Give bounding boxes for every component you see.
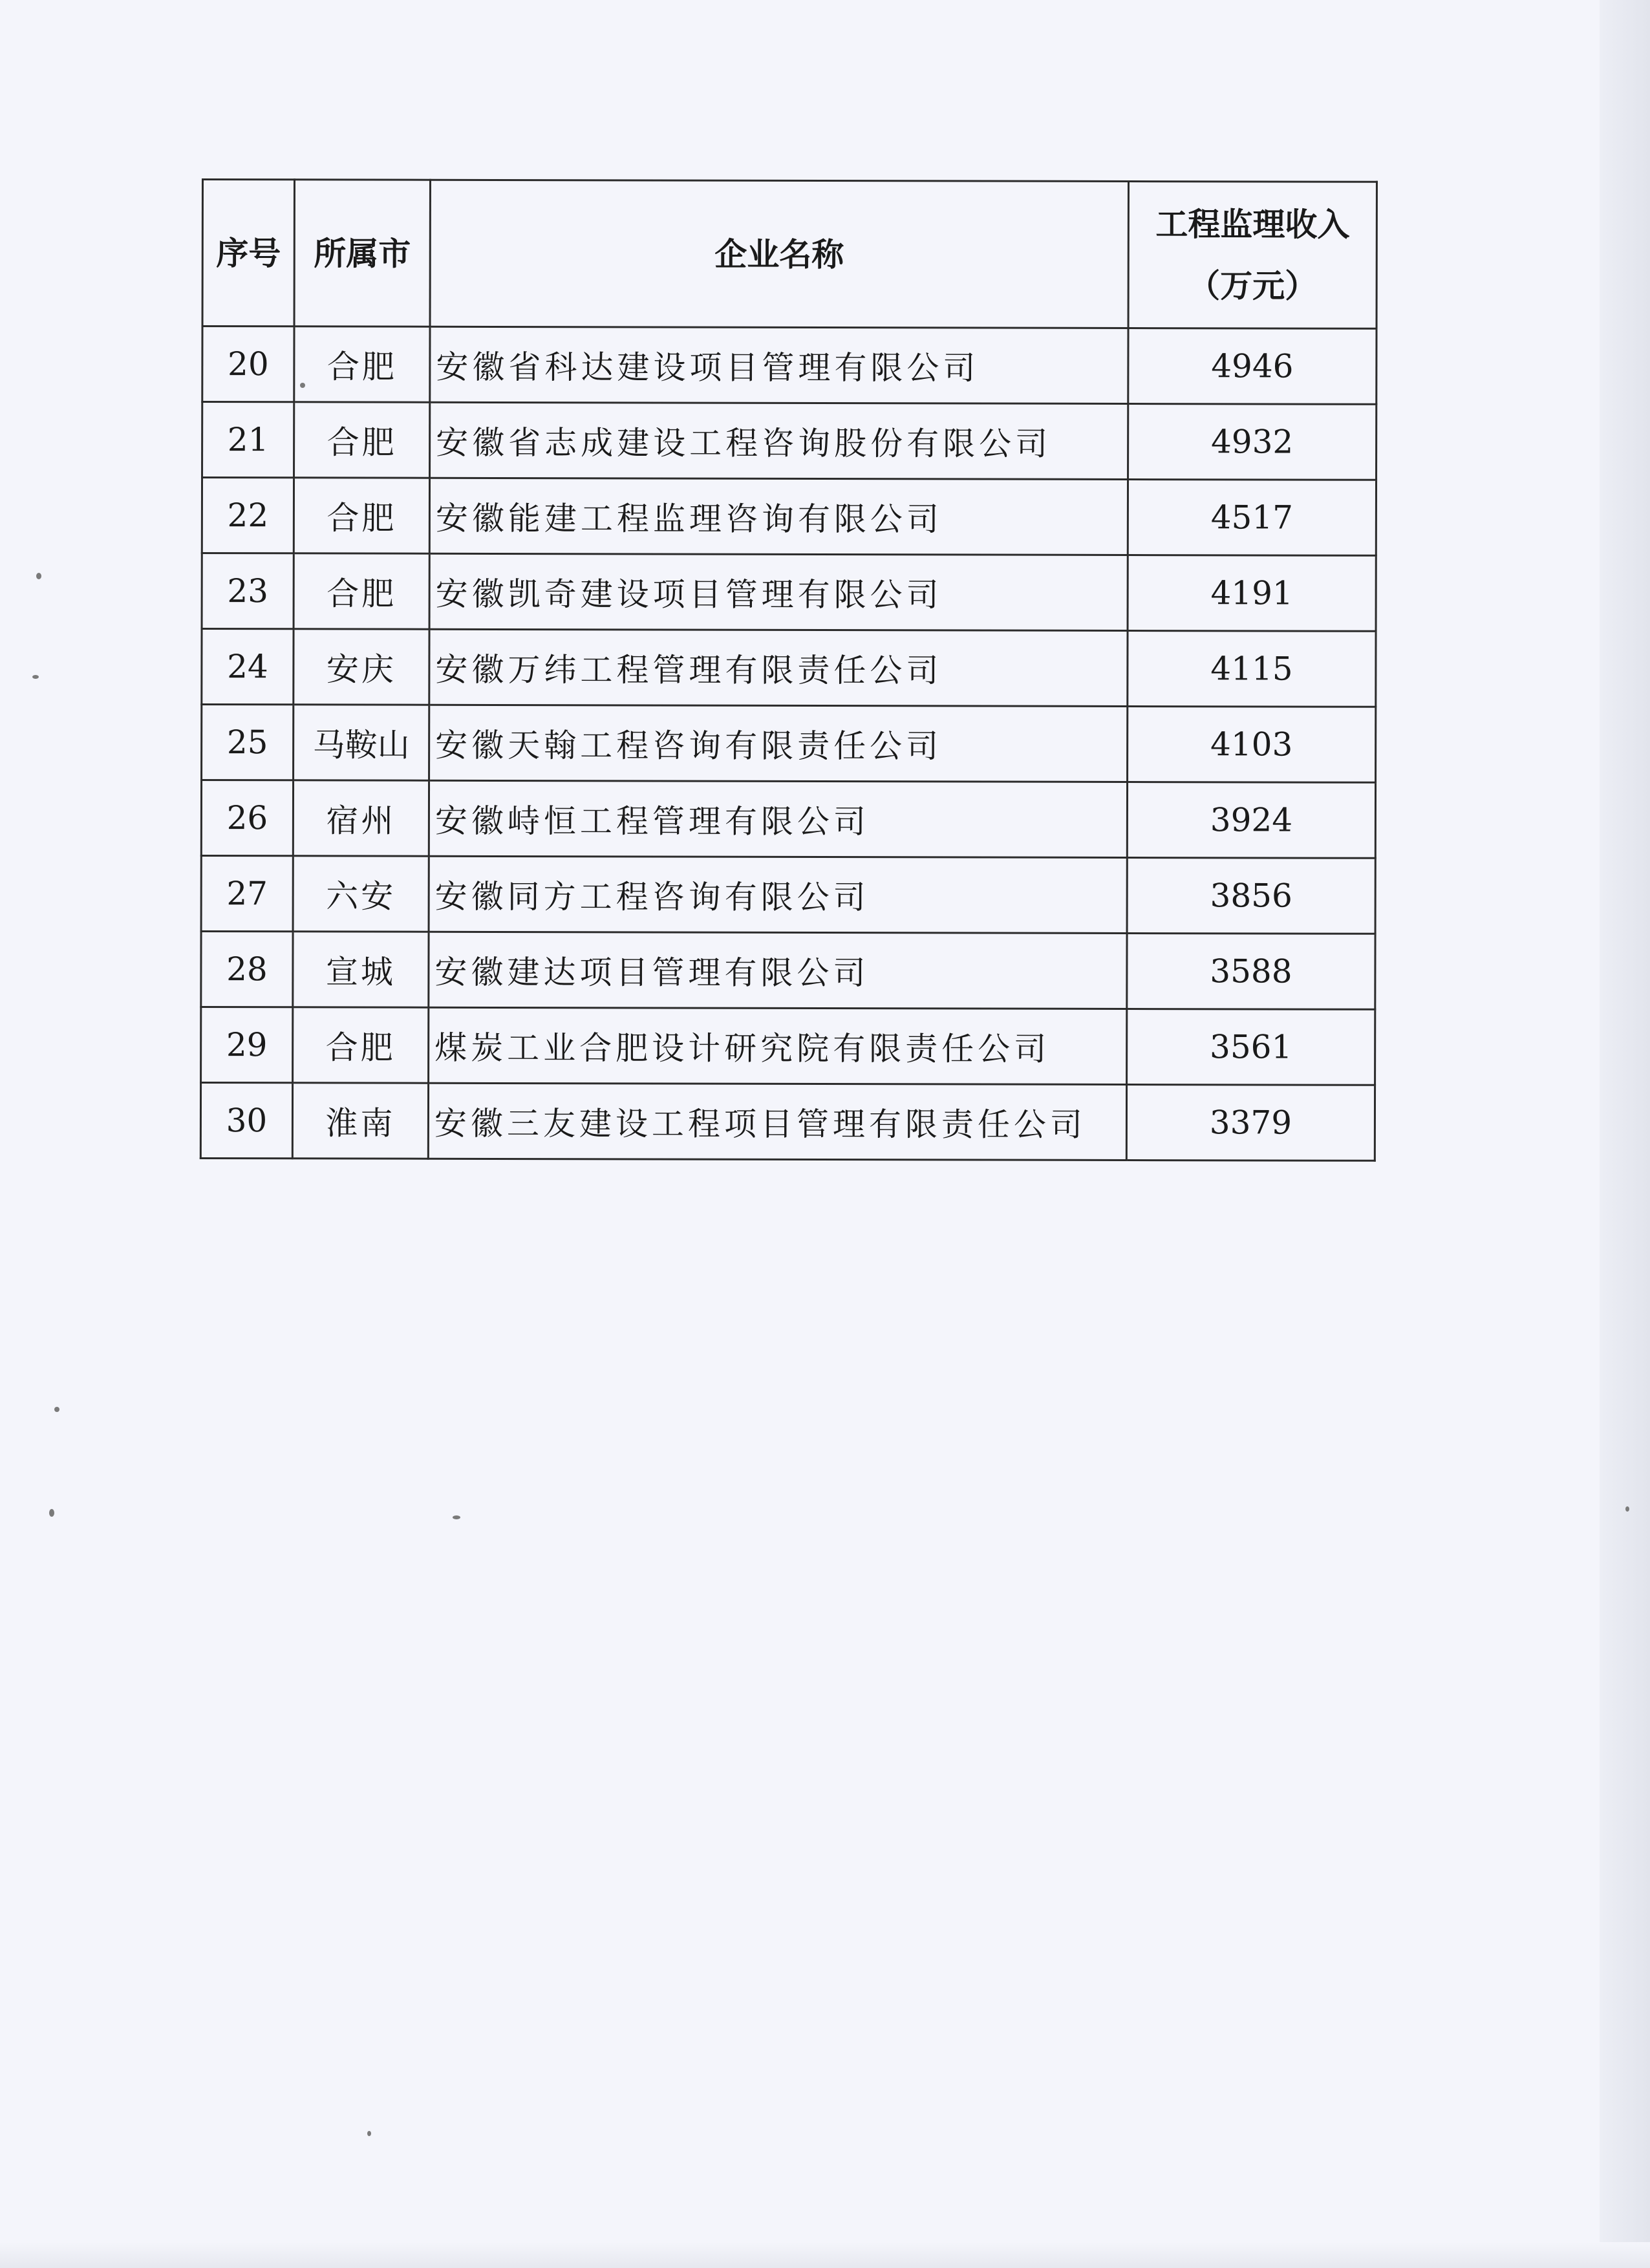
- row-revenue: 3379: [1126, 1084, 1375, 1161]
- row-revenue: 3924: [1127, 782, 1375, 859]
- table-row: [202, 705, 1376, 783]
- header-revenue-unit: （万元）: [1188, 266, 1318, 305]
- page-bottom-edge: [0, 2242, 1650, 2268]
- row-enterprise-name: 安徽建达项目管理有限公司: [429, 932, 1127, 1009]
- header-no: 序号: [202, 180, 294, 326]
- row-enterprise-name: 安徽能建工程监理咨询有限公司: [429, 478, 1128, 555]
- page-right-edge: [1600, 0, 1650, 2268]
- row-no: 30: [200, 1083, 292, 1159]
- header-name: 企业名称: [430, 180, 1128, 328]
- row-no: 22: [202, 478, 294, 553]
- row-no: 23: [202, 553, 294, 629]
- row-no: 29: [201, 1007, 293, 1083]
- row-no: 20: [202, 326, 294, 402]
- row-revenue: 3588: [1127, 933, 1375, 1009]
- scan-speck: [32, 675, 39, 679]
- scan-speck: [367, 2131, 371, 2136]
- scan-speck: [453, 1515, 460, 1519]
- row-city: 六安: [293, 856, 429, 932]
- scan-speck: [54, 1407, 59, 1412]
- row-city: 合肥: [294, 478, 429, 553]
- row-revenue: 4932: [1128, 404, 1377, 480]
- table-row: [200, 1083, 1375, 1161]
- enterprise-revenue-table: [200, 178, 1378, 1162]
- row-revenue: 3856: [1127, 858, 1375, 934]
- scan-speck: [1625, 1506, 1629, 1512]
- table-row: [201, 780, 1375, 859]
- row-no: 25: [202, 705, 294, 780]
- table-row: [202, 478, 1376, 556]
- row-city: 安庆: [294, 629, 429, 705]
- row-enterprise-name: 安徽凯奇建设项目管理有限公司: [429, 553, 1128, 630]
- row-no: 27: [201, 856, 293, 932]
- table-row: [201, 932, 1375, 1010]
- scan-speck: [36, 573, 41, 579]
- row-city: 合肥: [294, 326, 430, 402]
- row-enterprise-name: 安徽省科达建设项目管理有限公司: [430, 326, 1128, 403]
- row-enterprise-name: 安徽万纬工程管理有限责任公司: [429, 629, 1128, 706]
- row-enterprise-name: 安徽峙恒工程管理有限公司: [429, 780, 1127, 857]
- row-enterprise-name: 安徽省志成建设工程咨询股份有限公司: [430, 402, 1128, 479]
- row-revenue: 4115: [1128, 631, 1376, 707]
- table-row: [202, 553, 1376, 632]
- table-row: [202, 402, 1377, 480]
- table-row: [201, 1007, 1375, 1086]
- row-enterprise-name: 安徽天翰工程咨询有限责任公司: [429, 705, 1128, 782]
- row-enterprise-name: 煤炭工业合肥设计研究院有限责任公司: [429, 1007, 1127, 1084]
- header-revenue-label: 工程监理收入: [1155, 205, 1350, 244]
- row-no: 21: [202, 402, 294, 478]
- table-row: [202, 326, 1377, 405]
- row-city: 淮南: [292, 1083, 428, 1159]
- row-revenue: 3561: [1127, 1009, 1375, 1085]
- row-enterprise-name: 安徽三友建设工程项目管理有限责任公司: [428, 1083, 1126, 1160]
- row-city: 宿州: [293, 780, 429, 856]
- row-city: 马鞍山: [294, 705, 429, 780]
- row-city: 合肥: [294, 402, 430, 478]
- row-no: 28: [201, 932, 293, 1007]
- row-no: 24: [202, 629, 294, 705]
- header-revenue: [1128, 182, 1377, 329]
- table-row: [201, 856, 1375, 934]
- row-enterprise-name: 安徽同方工程咨询有限公司: [429, 856, 1127, 933]
- row-city: 合肥: [294, 553, 429, 629]
- table-header-row: [202, 180, 1377, 329]
- row-city: 宣城: [293, 932, 429, 1007]
- row-revenue: 4191: [1128, 555, 1376, 632]
- header-city: 所属市: [294, 180, 430, 326]
- table-row: [202, 629, 1376, 707]
- row-revenue: 4517: [1128, 480, 1376, 556]
- scan-speck: [49, 1509, 54, 1517]
- row-city: 合肥: [293, 1007, 429, 1083]
- row-revenue: 4946: [1128, 328, 1377, 405]
- row-no: 26: [201, 780, 293, 856]
- row-revenue: 4103: [1128, 707, 1376, 783]
